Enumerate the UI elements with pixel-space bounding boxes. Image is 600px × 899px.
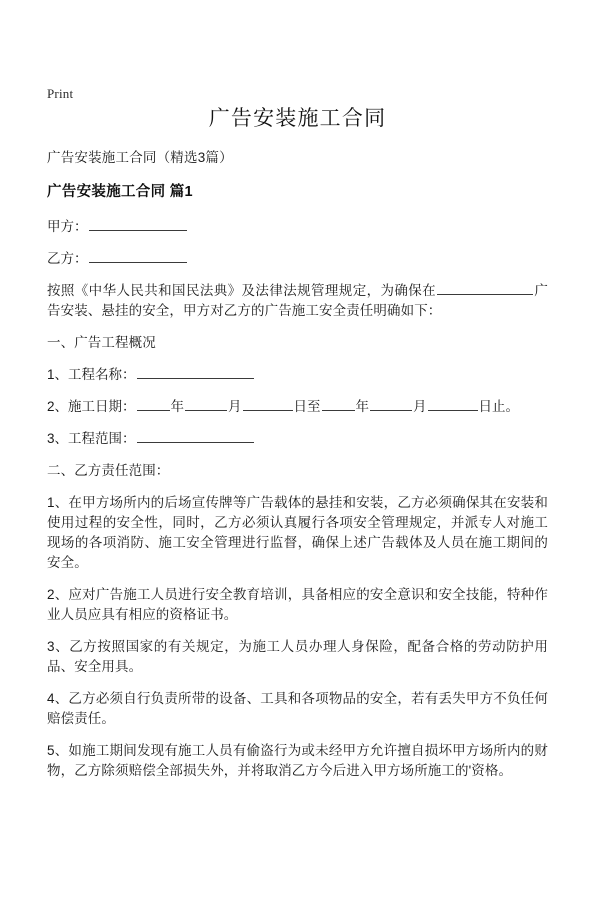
unit-year-start: 年 <box>170 399 185 414</box>
preamble-text-after: 广告安装、悬挂的安全，甲方对乙方的广告施工安全责任明确如下： <box>47 283 548 318</box>
section-sub-heading: 广告安装施工合同 篇1 <box>47 184 193 200</box>
unit-month-start: 月 <box>228 399 242 414</box>
unit-day-end: 日止。 <box>478 399 520 414</box>
preamble-paragraph <box>47 281 548 321</box>
clause-paragraph: 5、如施工期间发现有施工人员有偷盗行为或未经甲方允许擅自损坏甲方场所内的财物，乙方除须赔偿全部损失外，并将取消乙方今后进入甲方场所施工的'资格。 <box>47 743 548 778</box>
start-day-blank[interactable] <box>243 397 293 411</box>
unit-day-start: 日至 <box>293 399 321 414</box>
unit-year-end: 年 <box>355 399 370 414</box>
party-a-row <box>47 217 548 237</box>
project-scope-row <box>47 429 548 449</box>
end-month-blank[interactable] <box>370 397 412 411</box>
start-year-blank[interactable] <box>137 397 170 411</box>
clause-paragraph: 1、在甲方场所内的后场宣传牌等广告载体的悬挂和安装，乙方必须确保其在安装和使用过程的安全性，同时，乙方必须认真履行各项安全管理规定，并派专人对施工现场的各项消防、施工安全管理进行监督，确保上述广告载体及人员在施工期间的安全。 <box>47 495 548 570</box>
unit-month-end: 月 <box>413 399 427 414</box>
section-two-heading: 二、乙方责任范围： <box>47 463 170 478</box>
document-body <box>47 104 548 793</box>
project-name-row <box>47 365 548 385</box>
preamble-text-before: 按照《中华人民共和国民法典》及法律法规管理规定，为确保在 <box>47 283 437 298</box>
page-title: 广告安装施工合同 <box>208 107 387 130</box>
collection-subtitle: 广告安装施工合同（精选3篇） <box>47 150 233 165</box>
preamble-location-blank[interactable] <box>437 281 533 295</box>
party-b-row <box>47 249 548 269</box>
construction-date-row <box>47 397 548 417</box>
construction-date-label: 2、施工日期： <box>47 399 136 414</box>
print-link[interactable]: Print <box>47 86 74 101</box>
project-scope-blank[interactable] <box>137 429 254 443</box>
party-b-blank[interactable] <box>89 249 187 263</box>
project-scope-label: 3、工程范围： <box>47 431 136 446</box>
start-month-blank[interactable] <box>185 397 227 411</box>
project-name-label: 1、工程名称： <box>47 367 136 382</box>
clause-paragraph: 3、乙方按照国家的有关规定，为施工人员办理人身保险，配备合格的劳动防护用品、安全用具。 <box>47 639 548 674</box>
clause-paragraph: 2、应对广告施工人员进行安全教育培训，具备相应的安全意识和安全技能，特种作业人员应具有相应的资格证书。 <box>47 587 548 622</box>
party-b-label: 乙方： <box>47 251 88 266</box>
section-one-heading: 一、广告工程概况 <box>47 335 156 350</box>
end-year-blank[interactable] <box>322 397 355 411</box>
party-a-label: 甲方： <box>47 219 88 234</box>
party-a-blank[interactable] <box>89 217 187 231</box>
clause-paragraph: 4、乙方必须自行负责所带的设备、工具和各项物品的安全，若有丢失甲方不负任何赔偿责任。 <box>47 691 548 726</box>
project-name-blank[interactable] <box>137 365 254 379</box>
end-day-blank[interactable] <box>428 397 478 411</box>
